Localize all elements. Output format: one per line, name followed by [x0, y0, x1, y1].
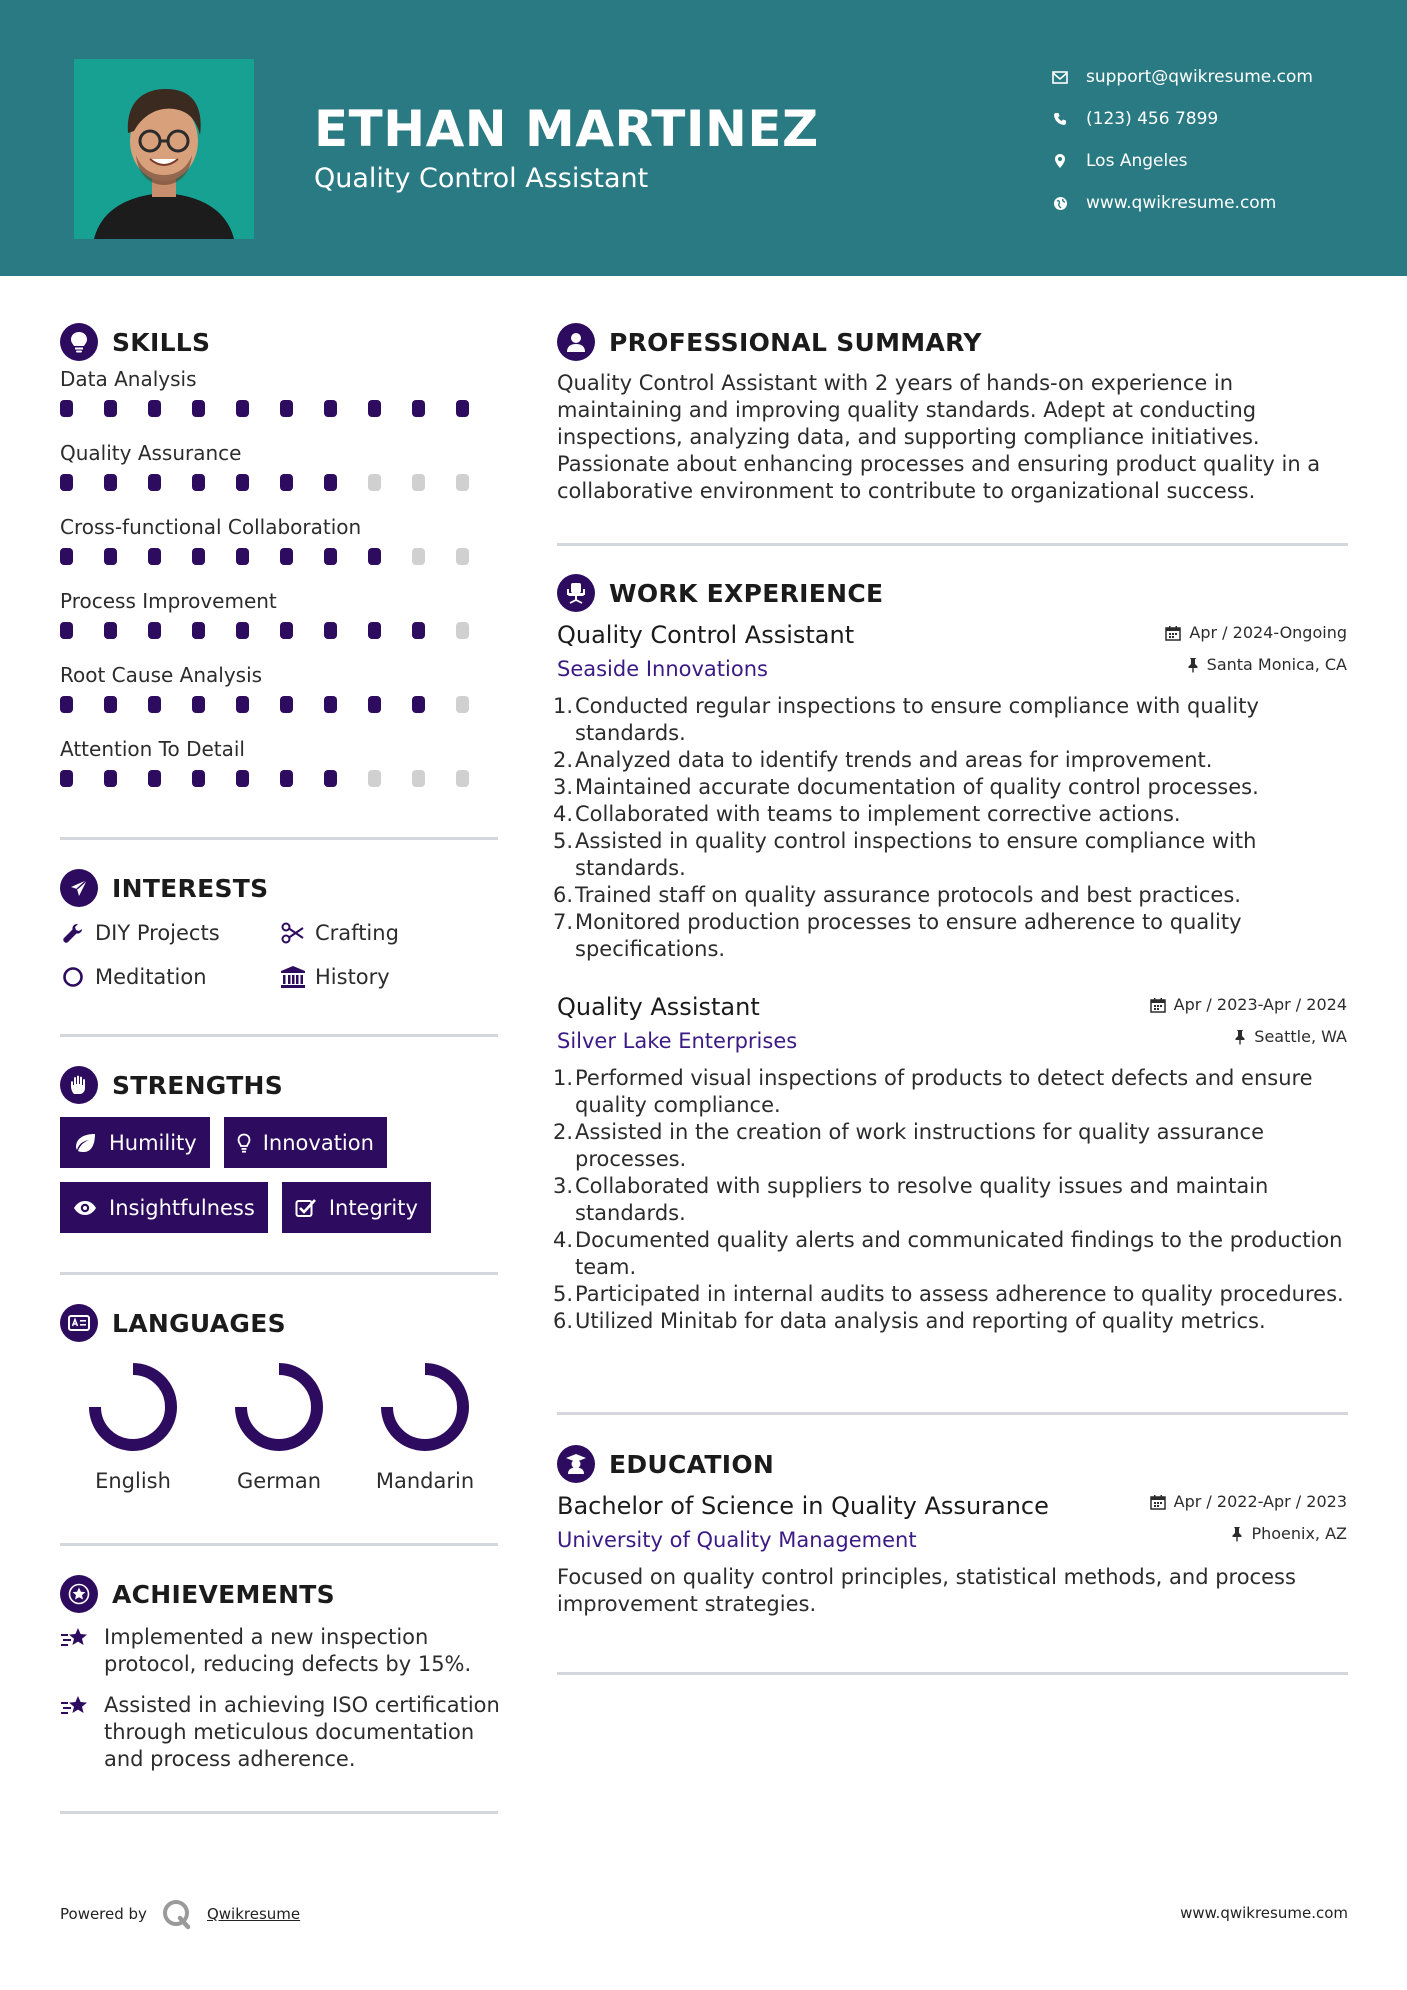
skill-dot-empty	[456, 696, 469, 713]
job-bullet	[552, 1281, 1347, 1308]
job-title: Quality Control Assistant	[557, 621, 855, 649]
bullet-text: Collaborated with teams to implement corrective actions.	[575, 802, 1181, 826]
interest-item	[280, 918, 480, 948]
skill-dot-filled	[324, 400, 337, 417]
divider	[557, 1412, 1348, 1415]
job-location	[1234, 1027, 1347, 1046]
skill-level-dots	[60, 542, 500, 586]
job-bullet	[552, 1065, 1347, 1119]
skill-dot-empty	[412, 474, 425, 491]
language-name: English	[95, 1469, 171, 1493]
job-date	[1165, 623, 1347, 642]
divider	[60, 1543, 498, 1546]
divider	[557, 1672, 1348, 1675]
bullet-number: 3.	[552, 1174, 573, 1198]
bullet-text: Trained staff on quality assurance protocols and best practices.	[575, 883, 1241, 907]
skill-dot-filled	[148, 622, 161, 639]
skill-dot-filled	[324, 548, 337, 565]
skill-dot-filled	[280, 400, 293, 417]
skill-dot-filled	[60, 474, 73, 491]
hand-icon	[60, 1066, 98, 1104]
skill-name: Process Improvement	[60, 589, 277, 613]
job-bullet	[552, 693, 1347, 747]
skill-dot-filled	[456, 400, 469, 417]
wrench-icon	[60, 920, 86, 946]
education-date-text: Apr / 2022-Apr / 2023	[1173, 1492, 1347, 1511]
summary-section	[557, 322, 1347, 505]
skill-item	[60, 364, 500, 438]
skill-dot-filled	[412, 400, 425, 417]
skill-dot-empty	[368, 474, 381, 491]
resume-header	[0, 0, 1407, 276]
language-gauge-arc	[387, 1369, 463, 1445]
skill-dot-empty	[412, 770, 425, 787]
candidate-title: Quality Control Assistant	[314, 163, 649, 194]
phone-icon	[1050, 109, 1070, 129]
skills-list	[60, 364, 500, 808]
skill-dot-filled	[280, 474, 293, 491]
skill-dot-empty	[368, 770, 381, 787]
skill-dot-filled	[60, 400, 73, 417]
skill-item	[60, 660, 500, 734]
bullet-number: 6.	[552, 883, 573, 907]
skill-dot-filled	[280, 770, 293, 787]
strength-label: Integrity	[328, 1195, 418, 1220]
education-location-text: Phoenix, AZ	[1251, 1524, 1347, 1543]
education-title: EDUCATION	[609, 1449, 775, 1479]
skill-dot-filled	[104, 548, 117, 565]
language-gauge	[379, 1361, 471, 1453]
skill-dot-empty	[456, 548, 469, 565]
strength-tag	[60, 1182, 268, 1233]
strength-tag	[282, 1182, 431, 1233]
achievements-title: ACHIEVEMENTS	[112, 1579, 335, 1609]
office-chair-icon	[557, 574, 595, 612]
bullet-text: Utilized Minitab for data analysis and reporting of quality metrics.	[575, 1309, 1266, 1333]
contact-email-text: support@qwikresume.com	[1086, 67, 1313, 87]
pushpin-icon	[1231, 1526, 1243, 1542]
skill-dot-filled	[60, 622, 73, 639]
skill-dot-filled	[236, 696, 249, 713]
skills-section	[60, 322, 500, 808]
bullet-text: Assisted in quality control inspections to ensure compliance with standards.	[575, 829, 1257, 880]
contact-email[interactable]	[1050, 56, 1313, 98]
skill-dot-filled	[148, 770, 161, 787]
museum-icon	[280, 964, 306, 990]
language-card-icon	[60, 1304, 98, 1342]
lightbulb-icon	[237, 1133, 251, 1153]
globe-icon	[1050, 193, 1070, 213]
bullet-number: 2.	[552, 1120, 573, 1144]
skill-dot-filled	[192, 622, 205, 639]
checkbox-icon	[295, 1198, 317, 1218]
achievements-section	[60, 1574, 500, 1773]
skill-dot-filled	[324, 474, 337, 491]
summary-text: Quality Control Assistant with 2 years of hands-on experience in maintaining and improving quality standards. Adept at conducting inspections, analyzing data, and supporting compliance initiatives. Passionate about enhancing processes and ensuring product quality in a collaborative environment to contribute to organizational success.	[557, 371, 1321, 503]
skill-dot-filled	[280, 696, 293, 713]
skill-dot-filled	[104, 622, 117, 639]
job-date	[1150, 995, 1347, 1014]
skill-name: Root Cause Analysis	[60, 663, 263, 687]
language-gauge	[87, 1361, 179, 1453]
education-section	[557, 1444, 1347, 1618]
leaf-icon	[73, 1133, 97, 1153]
bullet-number: 2.	[552, 748, 573, 772]
skill-level-dots	[60, 616, 500, 660]
bullet-text: Documented quality alerts and communicated findings to the production team.	[575, 1228, 1343, 1279]
school: University of Quality Management	[557, 1528, 917, 1552]
job-bullets	[552, 1065, 1347, 1335]
skill-dot-filled	[412, 622, 425, 639]
languages-section	[60, 1303, 500, 1493]
skill-name: Quality Assurance	[60, 441, 242, 465]
bullet-number: 1.	[552, 1066, 573, 1090]
skill-dot-filled	[192, 400, 205, 417]
shooting-star-icon	[60, 1692, 92, 1773]
skill-dot-filled	[236, 474, 249, 491]
education-description: Focused on quality control principles, statistical methods, and process improvement strategies.	[557, 1565, 1296, 1616]
skill-dot-filled	[104, 474, 117, 491]
graduate-icon	[557, 1445, 595, 1483]
skill-level-dots	[60, 468, 500, 512]
skill-dot-filled	[60, 696, 73, 713]
language-gauge-arc	[241, 1369, 317, 1445]
job-company: Seaside Innovations	[557, 657, 768, 681]
skill-dot-filled	[368, 622, 381, 639]
job-bullet	[552, 882, 1347, 909]
strength-tag	[224, 1117, 387, 1168]
candidate-name: ETHAN MARTINEZ	[314, 100, 819, 158]
language-item	[352, 1361, 498, 1493]
skill-dot-filled	[148, 696, 161, 713]
skill-dot-filled	[104, 770, 117, 787]
interest-label: Crafting	[315, 921, 399, 945]
qwikresume-link[interactable]: Qwikresume	[206, 1905, 301, 1923]
job-title: Quality Assistant	[557, 993, 760, 1021]
language-name: Mandarin	[375, 1469, 475, 1493]
qwikresume-logo-icon	[161, 1898, 193, 1930]
interests-section	[60, 868, 500, 992]
bullet-text: Collaborated with suppliers to resolve quality issues and maintain standards.	[575, 1174, 1269, 1225]
map-pin-icon	[1050, 151, 1070, 171]
divider	[60, 1034, 498, 1037]
interests-title: INTERESTS	[112, 873, 269, 903]
scissors-icon	[280, 920, 306, 946]
skill-level-dots	[60, 394, 500, 438]
skill-dot-filled	[368, 400, 381, 417]
bullet-number: 4.	[552, 802, 573, 826]
strength-label: Innovation	[262, 1130, 374, 1155]
skill-dot-filled	[192, 474, 205, 491]
skill-dot-filled	[280, 548, 293, 565]
calendar-icon	[1150, 1494, 1166, 1510]
job-bullet	[552, 774, 1347, 801]
calendar-icon	[1150, 997, 1166, 1013]
skill-dot-filled	[412, 696, 425, 713]
education-location	[1231, 1524, 1347, 1543]
bullet-text: Conducted regular inspections to ensure compliance with quality standards.	[575, 694, 1259, 745]
skill-item	[60, 512, 500, 586]
bullet-text: Maintained accurate documentation of quality control processes.	[575, 775, 1259, 799]
bullet-number: 5.	[552, 1282, 573, 1306]
interest-item	[60, 918, 280, 948]
circle-icon	[60, 964, 86, 990]
skill-dot-filled	[192, 770, 205, 787]
interest-item	[280, 962, 480, 992]
skill-item	[60, 734, 500, 808]
language-gauge	[233, 1361, 325, 1453]
bullet-text: Performed visual inspections of products to detect defects and ensure quality compliance.	[575, 1066, 1313, 1117]
contact-website-text: www.qwikresume.com	[1086, 193, 1277, 213]
skill-dot-empty	[456, 622, 469, 639]
pushpin-icon	[1187, 657, 1199, 673]
skill-dot-filled	[236, 548, 249, 565]
divider	[60, 1272, 498, 1275]
skill-name: Cross-functional Collaboration	[60, 515, 362, 539]
job-date-text: Apr / 2023-Apr / 2024	[1173, 995, 1347, 1014]
interest-label: Meditation	[95, 965, 207, 989]
powered-by-text: Powered by	[60, 1905, 147, 1923]
footer-website[interactable]: www.qwikresume.com	[1180, 1904, 1348, 1922]
language-name: German	[236, 1469, 322, 1493]
bullet-text: Participated in internal audits to assess adherence to quality procedures.	[575, 1282, 1344, 1306]
calendar-icon	[1165, 625, 1181, 641]
job-bullet	[552, 1227, 1347, 1281]
strengths-title: STRENGTHS	[112, 1070, 284, 1100]
user-icon	[557, 323, 595, 361]
job-company: Silver Lake Enterprises	[557, 1029, 798, 1053]
degree: Bachelor of Science in Quality Assurance	[557, 1492, 1049, 1520]
job-entry	[552, 989, 1347, 1335]
language-gauge-arc	[95, 1369, 171, 1445]
bullet-number: 4.	[552, 1228, 573, 1252]
skill-dot-filled	[324, 770, 337, 787]
skill-dot-filled	[104, 696, 117, 713]
contact-location	[1050, 140, 1313, 182]
contact-list	[1050, 56, 1313, 224]
divider	[60, 1811, 498, 1814]
skill-dot-filled	[324, 622, 337, 639]
divider	[60, 837, 498, 840]
skill-name: Data Analysis	[60, 367, 197, 391]
skill-dot-filled	[148, 474, 161, 491]
language-list	[60, 1361, 500, 1493]
achievement-item	[60, 1692, 500, 1773]
bullet-text: Monitored production processes to ensure adherence to quality specifications.	[575, 910, 1242, 961]
skill-dot-filled	[192, 696, 205, 713]
skill-dot-filled	[60, 548, 73, 565]
education-date	[1150, 1492, 1347, 1511]
star-badge-icon	[60, 1575, 98, 1613]
job-bullet	[552, 1308, 1347, 1335]
job-date-text: Apr / 2024-Ongoing	[1189, 623, 1347, 642]
bullet-text: Analyzed data to identify trends and areas for improvement.	[575, 748, 1213, 772]
strength-tag	[60, 1117, 210, 1168]
skill-dot-filled	[104, 400, 117, 417]
bullet-number: 3.	[552, 775, 573, 799]
bullet-number: 1.	[552, 694, 573, 718]
job-location-text: Santa Monica, CA	[1206, 655, 1347, 674]
skill-dot-empty	[456, 770, 469, 787]
language-item	[206, 1361, 352, 1493]
skill-dot-filled	[368, 696, 381, 713]
skill-dot-filled	[148, 400, 161, 417]
skill-item	[60, 438, 500, 512]
skills-title: SKILLS	[112, 327, 211, 357]
skill-dot-filled	[192, 548, 205, 565]
experience-section	[552, 573, 1347, 1335]
skill-dot-filled	[60, 770, 73, 787]
contact-location-text: Los Angeles	[1086, 151, 1188, 171]
job-bullet	[552, 909, 1347, 963]
achievement-text: Implemented a new inspection protocol, reducing defects by 15%.	[104, 1625, 472, 1676]
paper-plane-icon	[60, 869, 98, 907]
bullet-number: 7.	[552, 910, 573, 934]
lightbulb-icon	[60, 323, 98, 361]
skill-dot-filled	[236, 622, 249, 639]
interest-label: History	[315, 965, 390, 989]
job-bullet	[552, 801, 1347, 828]
bullet-text: Assisted in the creation of work instructions for quality assurance processes.	[575, 1120, 1265, 1171]
divider	[557, 543, 1348, 546]
experience-title: WORK EXPERIENCE	[609, 578, 884, 608]
interest-item	[60, 962, 280, 992]
pushpin-icon	[1234, 1029, 1246, 1045]
strengths-section	[60, 1065, 500, 1233]
summary-title: PROFESSIONAL SUMMARY	[609, 327, 982, 357]
skill-dot-filled	[236, 400, 249, 417]
skill-level-dots	[60, 690, 500, 734]
eye-icon	[73, 1200, 97, 1216]
skill-dot-empty	[412, 548, 425, 565]
profile-photo	[74, 59, 254, 239]
envelope-icon	[1050, 67, 1070, 87]
bullet-number: 6.	[552, 1309, 573, 1333]
job-bullets	[552, 693, 1347, 963]
strength-label: Humility	[109, 1130, 197, 1155]
job-bullet	[552, 1173, 1347, 1227]
education-entry	[557, 1488, 1347, 1618]
skill-dot-filled	[148, 548, 161, 565]
job-bullet	[552, 1119, 1347, 1173]
contact-phone-text: (123) 456 7899	[1086, 109, 1219, 129]
language-item	[60, 1361, 206, 1493]
job-bullet	[552, 828, 1347, 882]
skill-name: Attention To Detail	[60, 737, 245, 761]
achievement-text: Assisted in achieving ISO certification through meticulous documentation and process adherence.	[104, 1693, 500, 1771]
shooting-star-icon	[60, 1624, 92, 1678]
contact-phone[interactable]	[1050, 98, 1313, 140]
interest-label: DIY Projects	[95, 921, 220, 945]
footer-powered-by	[60, 1898, 300, 1930]
job-entry	[552, 617, 1347, 963]
skill-dot-empty	[456, 474, 469, 491]
skill-dot-filled	[280, 622, 293, 639]
contact-website[interactable]	[1050, 182, 1313, 224]
skill-item	[60, 586, 500, 660]
job-bullet	[552, 747, 1347, 774]
job-location	[1187, 655, 1347, 674]
skill-dot-filled	[368, 548, 381, 565]
skill-level-dots	[60, 764, 500, 808]
strength-label: Insightfulness	[109, 1195, 255, 1220]
skill-dot-filled	[324, 696, 337, 713]
languages-title: LANGUAGES	[112, 1308, 286, 1338]
bullet-number: 5.	[552, 829, 573, 853]
job-location-text: Seattle, WA	[1254, 1027, 1347, 1046]
skill-dot-filled	[236, 770, 249, 787]
achievement-item	[60, 1624, 500, 1678]
